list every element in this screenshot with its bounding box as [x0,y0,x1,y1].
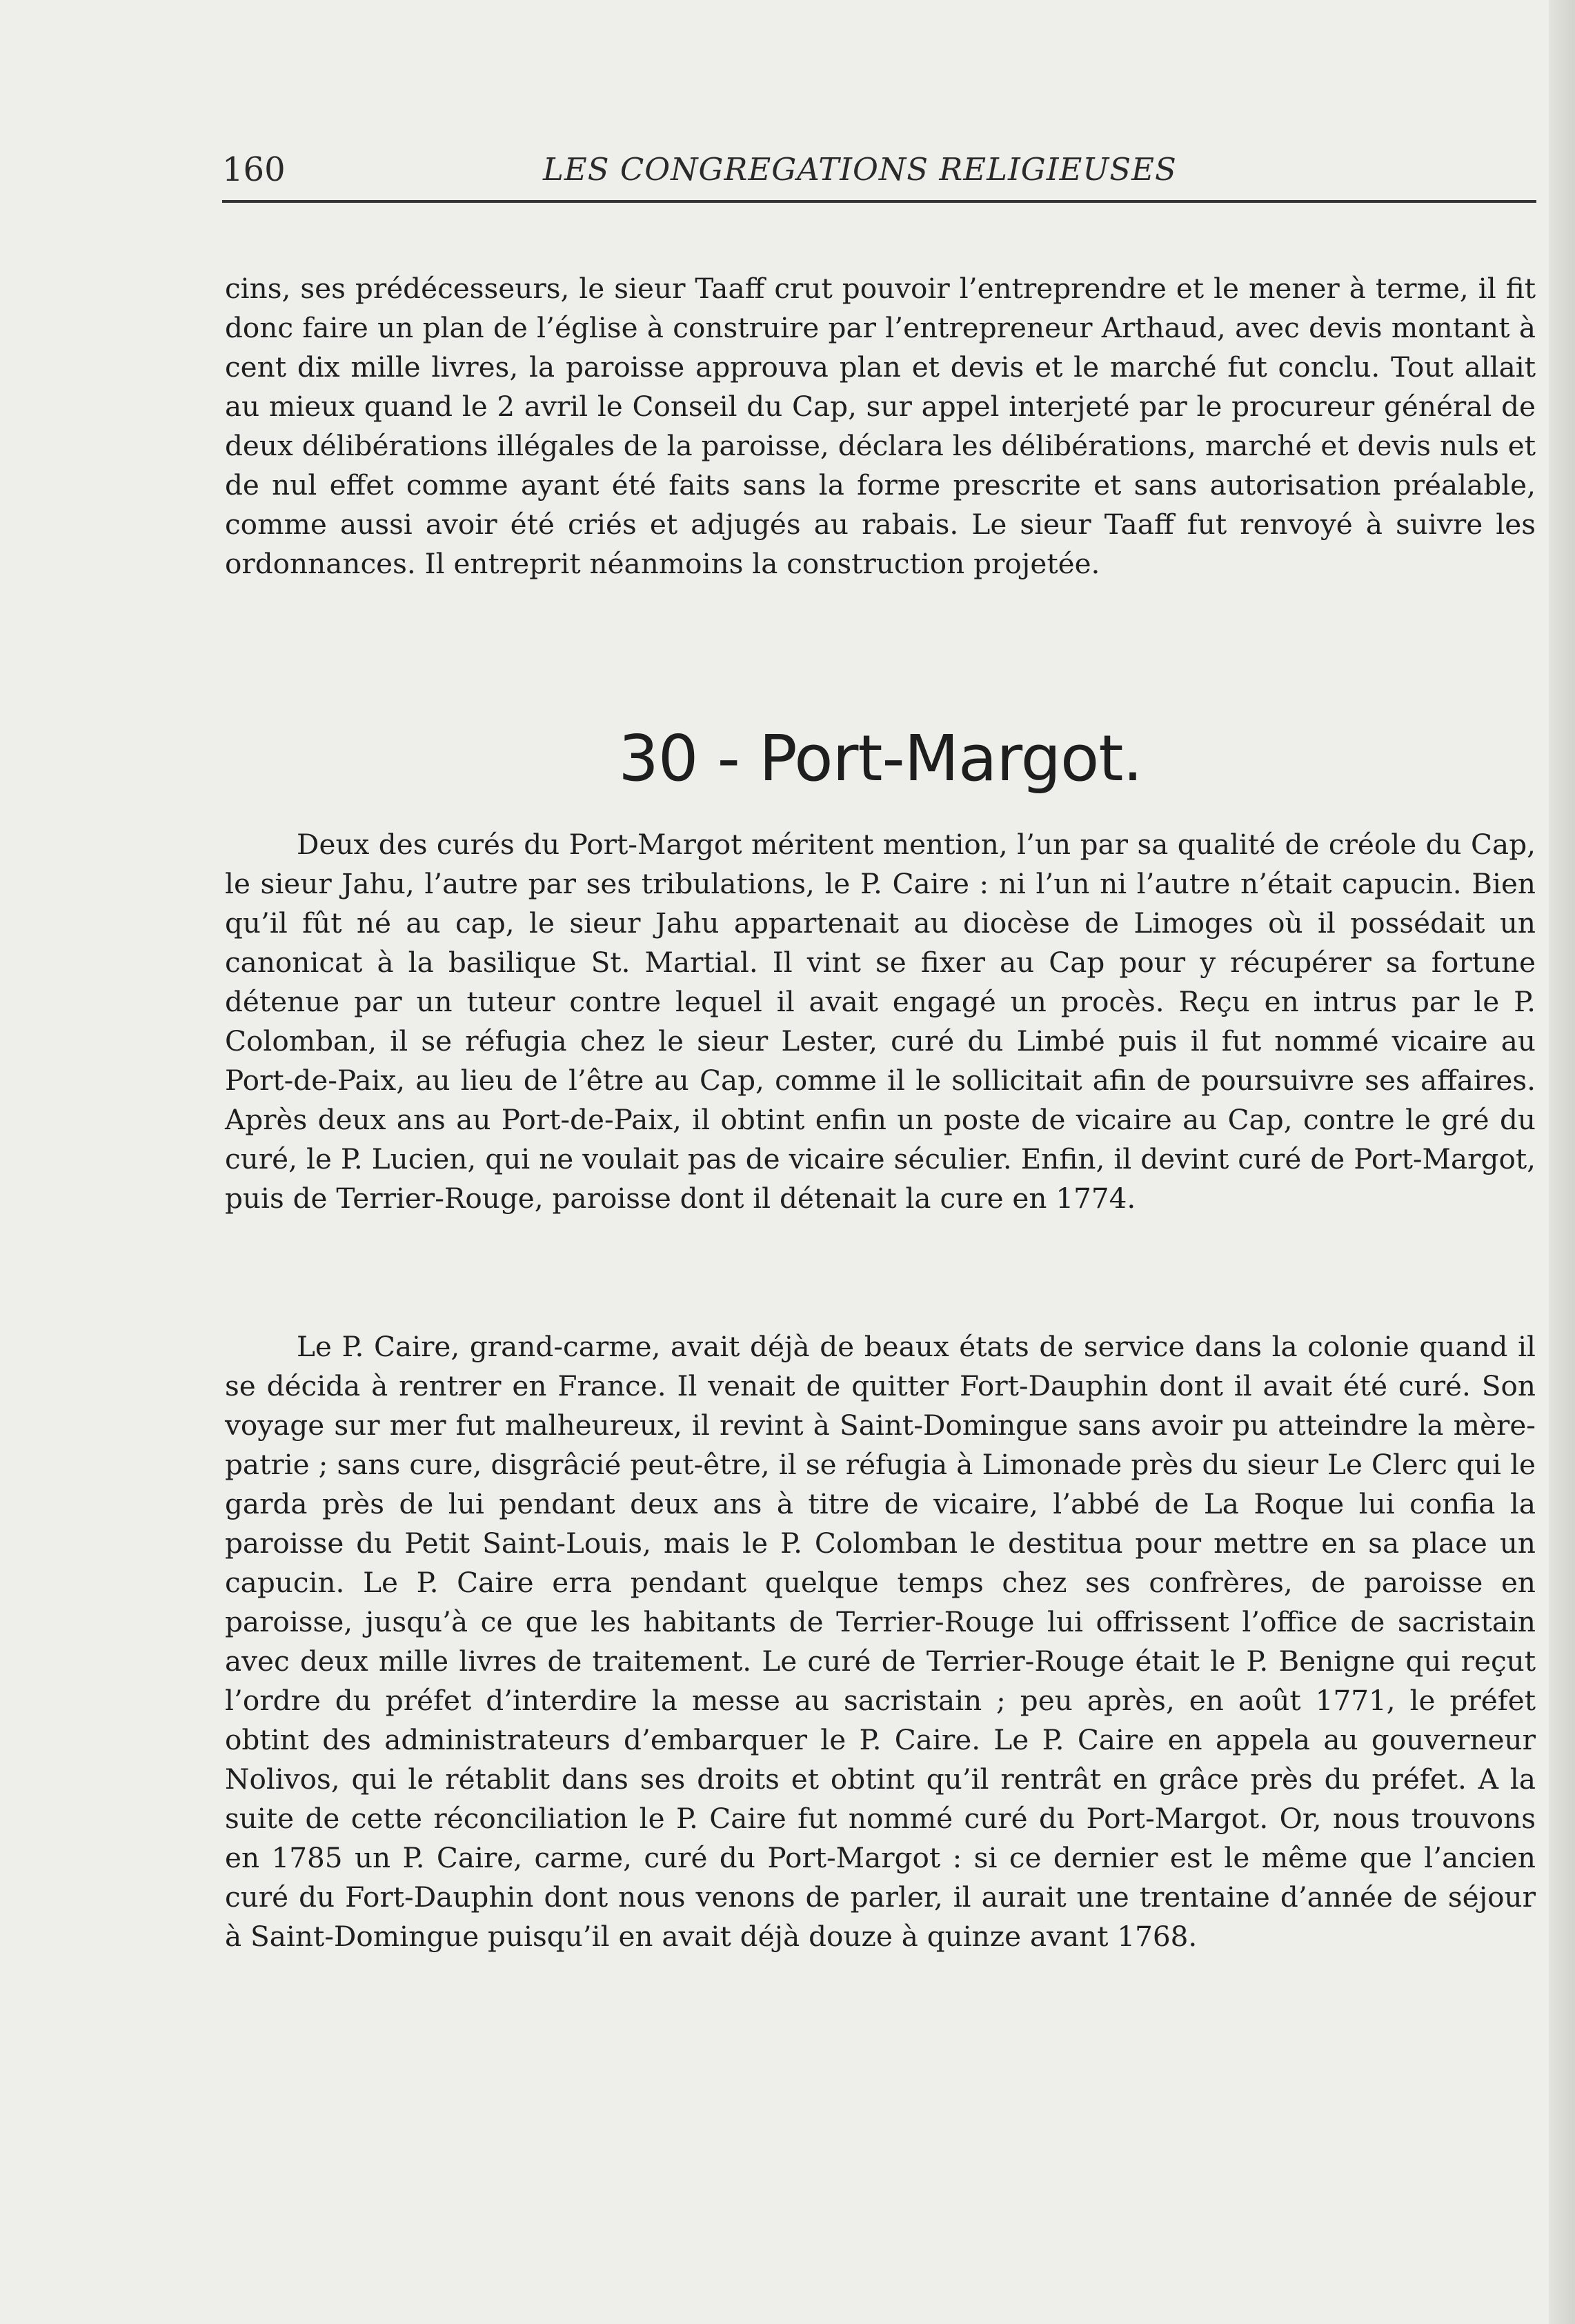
running-header [222,148,1536,191]
page-edge-shadow [1549,0,1575,2324]
page-number: 160 [222,150,286,189]
section-heading: 30 - Port-Margot. [618,722,1142,795]
paragraph-continuation: cins, ses prédécesseurs, le sieur Taaff crut pouvoir l’entreprendre et le mener à terme, il fit donc faire un plan de l’église à construire par l’entrepreneur Arthaud, avec devis montant à cent dix mille livres, la paroisse approuva plan et devis et le marché fut conclu. Tout allait au mieux quand le 2 avril le Conseil du Cap, sur appel interjeté par le procureur général de deux délibérations illégales de la paroisse, déclara les délibérations, marché et devis nuls et de nul effet comme ayant été faits sans la forme prescrite et sans autorisation préalable, comme aussi avoir été criés et adjugés au rabais. Le sieur Taaff fut renvoyé à suivre les ordonnances. Il entreprit néanmoins la construction projetée. [225,272,1536,580]
paragraph-caire: Le P. Caire, grand-carme, avait déjà de beaux états de service dans la colonie quand il se décida à rentrer en France. Il venait de quitter Fort-Dauphin dont il avait été curé. Son voyage sur mer fut malheureux, il revint à Saint-Domingue sans avoir pu atteindre la mère-patrie ; sans cure, disgrâcié peut-être, il se réfugia à Limonade près du sieur Le Clerc qui le garda près de lui pendant deux ans à titre de vicaire, l’abbé de La Roque lui confia la paroisse du Petit Saint-Louis, mais le P. Colomban le destitua pour mettre en sa place un capucin. Le P. Caire erra pendant quelque temps chez ses confrères, de paroisse en paroisse, jusqu’à ce que les habitants de Terrier-Rouge lui offrissent l’office de sacristain avec deux mille livres de traitement. Le curé de Terrier-Rouge était le P. Benigne qui reçut l’ordre du préfet d’interdire la messe au sacristain ; peu après, en août 1771, le préfet obtint des administrateurs d’embarquer le P. Caire. Le P. Caire en appela au gouverneur Nolivos, qui le rétablit dans ses droits et obtint qu’il rentrât en grâce près du préfet. A la suite de cette réconciliation le P. Caire fut nommé curé du Port-Margot. Or, nous trouvons en 1785 un P. Caire, carme, curé du Port-Margot : si ce dernier est le même que l’ancien curé du Fort-Dauphin dont nous venons de parler, il aurait une trentaine d’année de séjour à Saint-Domingue puisqu’il en avait déjà douze à quinze avant 1768. [225,1330,1536,1953]
header-rule [222,200,1536,203]
paragraph-jahu: Deux des curés du Port-Margot méritent mention, l’un par sa qualité de créole du Cap, le sieur Jahu, l’autre par ses tribulations, le P. Caire : ni l’un ni l’autre n’était capucin. Bien qu’il fût né au cap, le sieur Jahu appartenait au diocèse de Limoges où il possédait un canonicat à la basilique St. Martial. Il vint se fixer au Cap pour y récupérer sa fortune détenue par un tuteur contre lequel il avait engagé un procès. Reçu en intrus par le P. Colomban, il se réfugia chez le sieur Lester, curé du Limbé puis il fut nommé vicaire au Port-de-Paix, au lieu de l’être au Cap, comme il le sollicitait afin de poursuivre ses affaires. Après deux ans au Port-de-Paix, il obtint enfin un poste de vicaire au Cap, contre le gré du curé, le P. Lucien, qui ne voulait pas de vicaire séculier. Enfin, il devint curé de Port-Margot, puis de Terrier-Rouge, paroisse dont il détenait la cure en 1774. [225,828,1536,1215]
running-title: LES CONGREGATIONS RELIGIEUSES [543,151,1177,188]
